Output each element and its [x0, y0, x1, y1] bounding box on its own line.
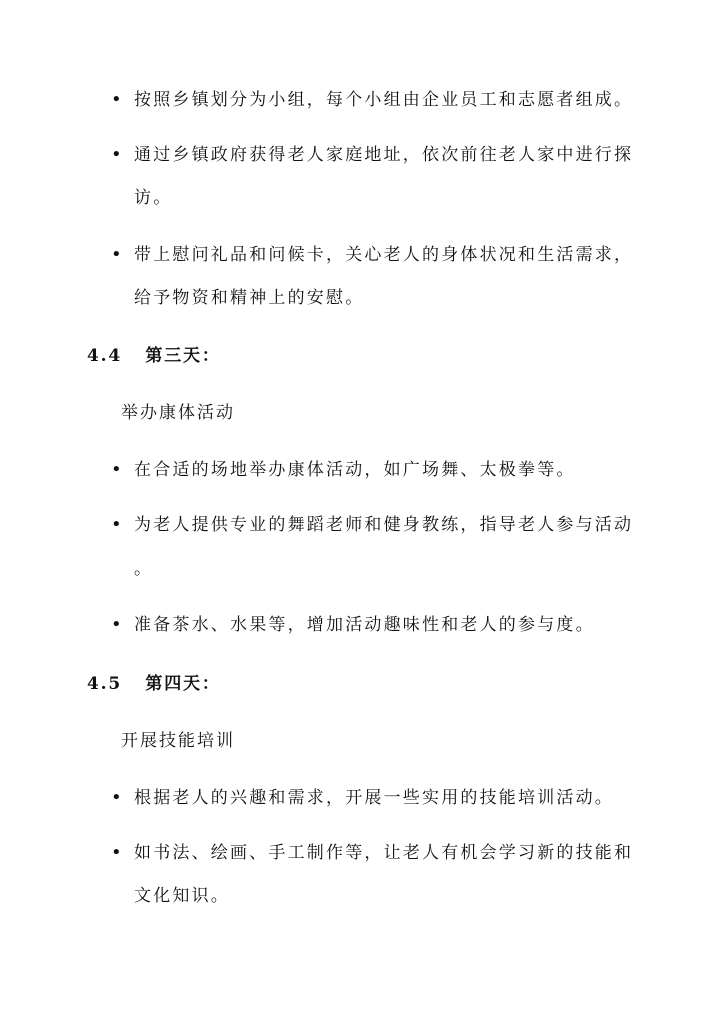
- bullet-icon: •: [111, 89, 122, 110]
- bullet-text: 根据老人的兴趣和需求，开展一些实用的技能培训活动。: [134, 788, 614, 808]
- section-number: 4.4: [87, 346, 122, 366]
- bullet-text: 如书法、绘画、手工制作等，让老人有机会学习新的技能和: [134, 843, 634, 863]
- section-heading-4-5: [87, 672, 221, 696]
- bullet-icon: •: [111, 842, 122, 863]
- bullet-text: 在合适的场地举办康体活动，如广场舞、太极拳等。: [134, 460, 576, 480]
- bullet-icon: •: [111, 514, 122, 535]
- bullet-text: 准备茶水、水果等，增加活动趣味性和老人的参与度。: [134, 615, 595, 635]
- bullet-text-continuation: 访。: [134, 188, 173, 208]
- bullet-text-continuation: 。: [134, 559, 154, 579]
- section-heading-4-4: [87, 344, 221, 368]
- bullet-text-continuation: 文化知识。: [134, 886, 230, 906]
- section-number: 4.5: [87, 674, 122, 694]
- bullet-icon: •: [111, 787, 122, 808]
- section-subtitle: 举办康体活动: [121, 403, 235, 423]
- bullet-text-continuation: 给予物资和精神上的安慰。: [134, 288, 365, 308]
- bullet-text: 通过乡镇政府获得老人家庭地址，依次前往老人家中进行探: [134, 145, 634, 165]
- section-title: 第四天：: [145, 674, 221, 694]
- section-title: 第三天：: [145, 346, 221, 366]
- section-subtitle: 开展技能培训: [121, 731, 235, 751]
- bullet-icon: •: [111, 244, 122, 265]
- bullet-text: 按照乡镇划分为小组，每个小组由企业员工和志愿者组成。: [134, 90, 634, 110]
- bullet-icon: •: [111, 144, 122, 165]
- bullet-text: 带上慰问礼品和问候卡，关心老人的身体状况和生活需求，: [134, 245, 634, 265]
- bullet-text: 为老人提供专业的舞蹈老师和健身教练，指导老人参与活动: [134, 515, 634, 535]
- bullet-icon: •: [111, 459, 122, 480]
- bullet-icon: •: [111, 614, 122, 635]
